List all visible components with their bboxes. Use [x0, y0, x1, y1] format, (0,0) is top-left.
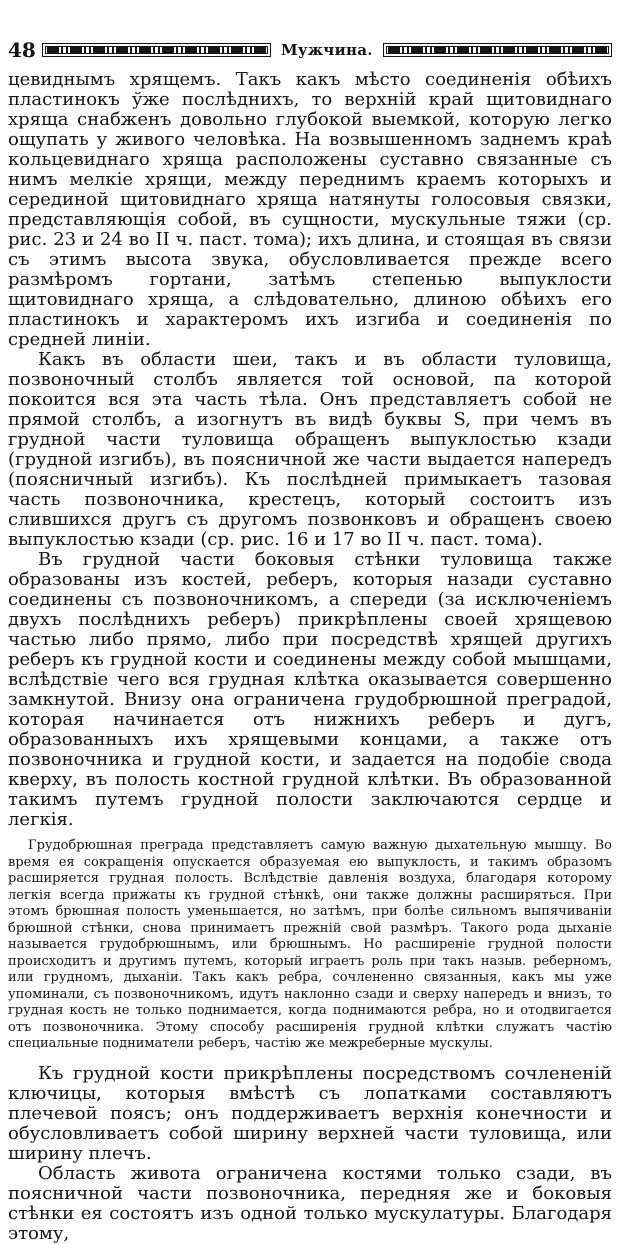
paragraph-chest: Въ грудной части боковыя стѣнки туловища также образованы изъ костей, реберъ, которыя назади суставно соединены съ позвоночникомъ, а спереди (за исключеніемъ двухъ послѣднихъ реберъ) прикрѣплены своей хрящевою частью либо прямо, либо при посредствѣ хрящей другихъ реберъ къ грудной кости и соединены между собой мышцами, вслѣдствіе чего вся грудная клѣтка оказывается совершенно замкнутой. Внизу она ограничена грудобрюшной преградой, которая начинается отъ нижнихъ реберъ и дугъ, образованныхъ ихъ хрящевыми концами, а также отъ позвоночника и грудной кости, и задается на подобіе свода кверху, въ полость костной грудной клѣтки. Въ образованной такимъ путемъ грудной полости заключаются сердце и легкія. [8, 549, 612, 830]
paragraph-clavicle: Къ грудной кости прикрѣплены посредствомъ сочлененій ключицы, которыя вмѣстѣ съ лопатками составляютъ плечевой поясъ; онъ поддерживаетъ верхнія конечности и обусловливаетъ собой ширину верхней части туловища, или ширину плечъ. [8, 1062, 612, 1164]
paragraph-spine: Какъ въ области шеи, такъ и въ области туловища, позвоночный столбъ является той основой, па которой покоится вся эта часть тѣла. Онъ представляетъ собой не прямой столбъ, а изогнутъ въ видѣ буквы S, при чемъ въ грудной части туловища обращенъ выпуклостью кзади (грудной изгибъ), въ поясничной же части выдается напередъ (поясничный изгибъ). Къ послѣдней примыкаетъ тазовая часть позвоночника, крестецъ, который состоитъ изъ слившихся другъ съ другомъ позвонковъ и обращенъ своею выпуклостью кзади (ср. рис. 16 и 17 во II ч. паст. тома). [8, 349, 612, 550]
header-ornament-left [42, 43, 271, 57]
header-ornament-right [383, 43, 612, 57]
note-diaphragm: Грудобрюшная преграда представляетъ самую важную дыхательную мышцу. Во время ея сокращенія опускается образуемая ею выпуклость, и такимъ образомъ расширяется грудная полость. Вслѣдствіе давленія воздуха, благодаря которому легкія всегда прижаты къ грудной стѣнкѣ, они также должны расширяться. При этомъ брюшная полость уменьшается, но затѣмъ, при болѣе сильномъ выпячиваніи брюшной стѣнки, снова принимаетъ прежній свой размѣръ. Такого рода дыханіе называется грудобрюшнымъ, или брюшнымъ. Но расширеніе грудной полости происходитъ и другимъ путемъ, который играетъ роль при такъ назыв. реберномъ, или грудномъ, дыханіи. Такъ какъ ребра, сочлененно связанныя, какъ мы уже упоминали, съ позвоночникомъ, идутъ наклонно сзади и сверху напередъ и внизъ, то грудная кость не только поднимается, когда поднимаются ребра, но и отодвигается отъ позвоночника. Этому способу расширенія грудной клѣтки служатъ частію специальные подниматели реберъ, частію же межреберные мускулы. [8, 838, 612, 1051]
page-header [8, 37, 612, 63]
page-content [8, 70, 612, 1244]
paragraph-abdomen: Область живота ограничена костями только сзади, въ поясничной части позвоночника, передняя же и боковыя стѣнки ея состоятъ изъ одной только мускулатуры. Благодаря этому, [8, 1162, 612, 1244]
running-title: Мужчина. [281, 41, 373, 59]
page-number: 48 [8, 38, 36, 62]
paragraph-larynx: цевиднымъ хрящемъ. Такъ какъ мѣсто соединенія обѣихъ пластинокъ ўже послѣднихъ, то верхній край щитовиднаго хряща снабженъ довольно глубокой выемкой, которую легко ощупать у живого человѣка. На возвышенномъ заднемъ краѣ кольцевиднаго хряща расположены суставно связанные съ нимъ мелкіе хрящи, между переднимъ краемъ которыхъ и серединой щитовиднаго хряща натянуты голосовыя связки, представляющія собой, въ сущности, мускульные тяжи (ср. рис. 23 и 24 во II ч. паст. тома); ихъ длина, и стоящая въ связи съ этимъ высота звука, обусловливается прежде всего размѣромъ гортани, затѣмъ степенью выпуклости щитовиднаго хряща, а слѣдовательно, длиною обѣихъ его пластинокъ и характеромъ ихъ изгиба и соединенія по средней линіи. [8, 69, 612, 350]
